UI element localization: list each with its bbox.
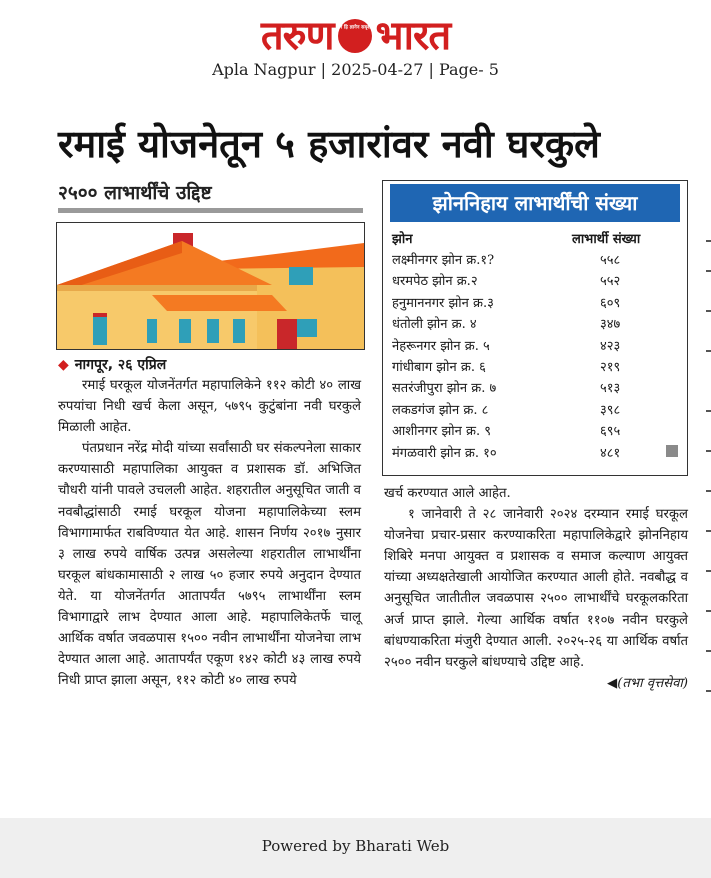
edition-meta: Apla Nagpur | 2025-04-27 | Page- 5 bbox=[212, 60, 499, 79]
zone-name: नेहरूनगर झोन क्र. ५ bbox=[392, 338, 490, 354]
footer bbox=[0, 818, 711, 878]
zone-count: ४८१ bbox=[600, 445, 621, 461]
emblem-icon bbox=[338, 19, 372, 53]
table-row bbox=[392, 250, 682, 271]
adjacent-column-edge bbox=[706, 230, 711, 700]
zone-name: हनुमाननगर झोन क्र.३ bbox=[392, 295, 494, 311]
table-row bbox=[392, 378, 682, 399]
table-row bbox=[392, 314, 682, 335]
paragraph: रमाई घरकूल योजनेंतर्गत महापालिकेने ११२ कोटी ४० लाख रुपयांचा निधी खर्च केला असून, ५७९५ कुटुंबांना नवी घरकुले मिळाली आहेत. bbox=[58, 378, 361, 436]
table-row bbox=[392, 421, 682, 442]
zone-name: मंगळवारी झोन क्र. १० bbox=[392, 445, 497, 461]
zone-name: धंतोली झोन क्र. ४ bbox=[392, 317, 477, 333]
zone-count: ५१३ bbox=[600, 381, 621, 397]
zone-name: आशीनगर झोन क्र. ९ bbox=[392, 424, 492, 440]
emblem-text: न हि ज्ञानेन सदृशं bbox=[339, 24, 370, 30]
footer-text[interactable]: Powered by Bharati Web bbox=[261, 837, 450, 855]
logo-text-right: भारत bbox=[375, 13, 451, 59]
paragraph: १ जानेवारी ते २८ जानेवारी २०२४ दरम्यान रमाई घरकूल योजनेचा प्रचार-प्रसार करण्याकरिता महापालिकेद्वारे झोननिहाय शिबिरे मनपा आयुक्त व प्रशासक व समाज कल्याण आयुक्त यांच्या अध्यक्षतेखाली आयोजित करण्यात आली होते. नवबौद्ध व अनुसूचित जातीतील जवळपास २५०० लाभार्थींचे घरकूलकरिता अर्ज प्राप्त झाले. गेल्या आर्थिक वर्षात ११०७ नवीन घरकुले बांधण्याकरिता मंजुरी देण्यात आली. २०२५-२६ या आर्थिक वर्षात २५०० नवीन घरकुले बांधण्याचे उद्दिष्ट आहे. bbox=[384, 507, 688, 670]
table-row bbox=[392, 357, 682, 378]
table-row bbox=[392, 443, 682, 464]
newspaper-logo[interactable] bbox=[261, 14, 450, 58]
zone-count: ४२३ bbox=[600, 338, 621, 354]
table-body bbox=[392, 250, 682, 464]
zone-name: धरमपेठ झोन क्र.२ bbox=[392, 274, 478, 290]
table-row bbox=[392, 336, 682, 357]
zone-count: ६९५ bbox=[600, 424, 621, 440]
paragraph: पंतप्रधान नरेंद्र मोदी यांच्या सर्वांसाठी घर संकल्पनेला साकार करण्यासाठी महापालिका आयुक्त व प्रशासक डॉ. अभिजित चौधरी यांनी पावले उचलली आहेत. शहरातील अनुसूचित जाती व नवबौद्धांसाठी रमाई घरकूल योजना महापालिकेच्या स्लम विभागामार्फत राबविण्यात येत आहे. शासन निर्णय २०१७ नुसार ३ लाख रुपये वार्षिक उत्पन्न असलेल्या शहरातील लाभार्थींना घरकूल बांधकामासाठी २ लाख ५० हजार रुपये अनुदान देण्यात येते. या योजनेंतर्गत आतापर्यंत ५७९५ लाभार्थींना स्लम विभागाद्वारे लाभ देण्यात आला आहे. महापालिकेतर्फे चालू आर्थिक वर्षात जवळपास १५०० नवीन लाभार्थींना योजनेचा लाभ देण्यात आला आहे. आतापर्यंत एकूण १४२ कोटी ४३ लाख रुपये निधी प्राप्त झाला असून, ११२ कोटी ४० लाख रुपये bbox=[58, 441, 361, 689]
zone-beneficiary-table bbox=[382, 180, 688, 476]
credit-text: (तभा वृत्तसेवा) bbox=[617, 675, 688, 691]
article-subheadline: २५०० लाभार्थींचे उद्दिष्ट bbox=[58, 182, 212, 204]
zone-name: लकडगंज झोन क्र. ८ bbox=[392, 402, 489, 418]
article-dateline bbox=[58, 355, 166, 375]
dateline-text: नागपूर, २६ एप्रिल bbox=[74, 357, 167, 373]
zone-name: गांधीबाग झोन क्र. ६ bbox=[392, 359, 486, 375]
subhead-divider bbox=[58, 208, 363, 213]
article-headline: रमाई योजनेतून ५ हजारांवर नवी घरकुले bbox=[58, 122, 600, 166]
zone-name: सतरंजीपुरा झोन क्र. ७ bbox=[392, 381, 497, 397]
zone-count: ५५२ bbox=[600, 274, 621, 290]
triangle-left-icon: ◀ bbox=[607, 675, 618, 691]
zone-count: ६०९ bbox=[600, 295, 621, 311]
table-row bbox=[392, 271, 682, 292]
zone-count: ५५८ bbox=[600, 253, 621, 268]
end-mark-square bbox=[666, 445, 678, 457]
table-title: झोननिहाय लाभार्थींची संख्या bbox=[390, 184, 680, 222]
article-column-left bbox=[58, 375, 361, 691]
zone-name: लक्ष्मीनगर झोन क्र.१? bbox=[392, 253, 495, 268]
column-header-zone: झोन bbox=[392, 232, 413, 247]
logo-text-left: तरुण bbox=[260, 13, 334, 59]
diamond-icon: ◆ bbox=[58, 357, 69, 373]
zone-count: २१९ bbox=[600, 359, 621, 375]
article-column-right bbox=[384, 483, 688, 694]
masthead bbox=[0, 14, 711, 79]
article-credit bbox=[384, 673, 688, 694]
paragraph: खर्च करण्यात आले आहेत. bbox=[384, 486, 511, 501]
zone-count: ३९८ bbox=[600, 402, 621, 418]
zone-count: ३४७ bbox=[600, 317, 621, 333]
house-illustration bbox=[56, 222, 365, 350]
column-header-count: लाभार्थी संख्या bbox=[572, 232, 641, 247]
table-row bbox=[392, 400, 682, 421]
table-row bbox=[392, 293, 682, 314]
